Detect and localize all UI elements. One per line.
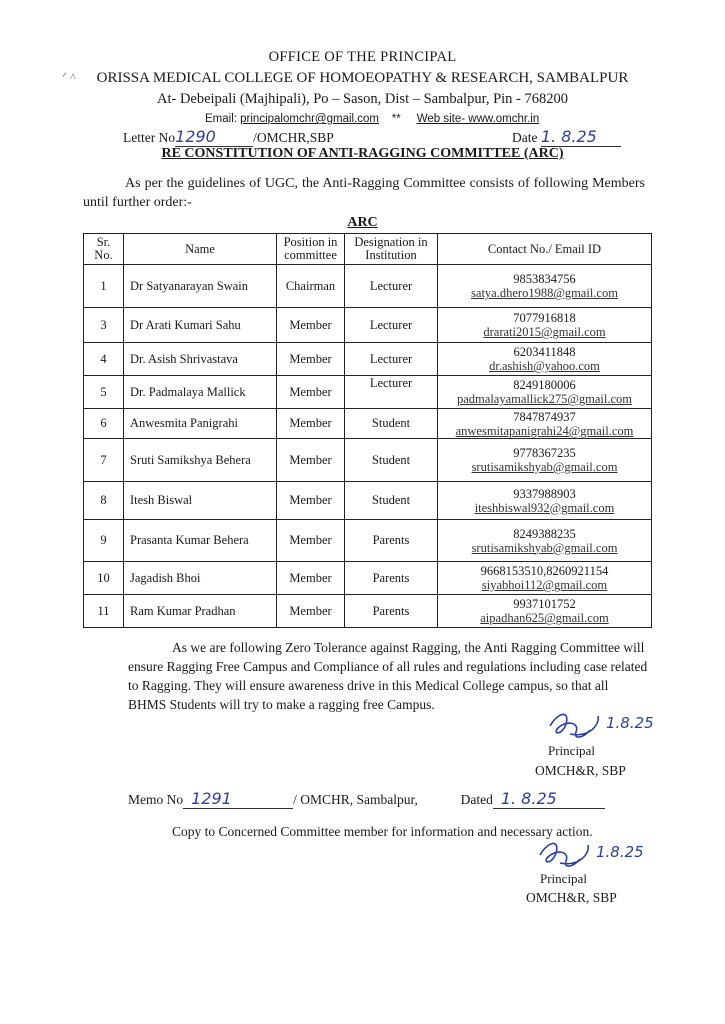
contact-cell xyxy=(438,308,652,343)
phone-number: 8249180006 xyxy=(513,378,576,392)
contact-cell xyxy=(438,520,652,562)
position-cell: Member xyxy=(277,520,345,562)
email-link[interactable]: principalomchr@gmail.com xyxy=(240,113,380,125)
letter-number-field xyxy=(175,127,253,147)
memo-number-field xyxy=(183,789,293,809)
table-row xyxy=(84,376,652,409)
memo-date-field xyxy=(493,789,605,809)
phone-number: 9853834756 xyxy=(513,272,576,286)
table-caption: ARC xyxy=(347,215,378,230)
sr-cell: 8 xyxy=(84,482,124,520)
header-contact: Contact No./ Email ID xyxy=(438,234,652,265)
header-name: Name xyxy=(124,234,277,265)
sr-cell: 11 xyxy=(84,595,124,628)
name-cell: Jagadish Bhoi xyxy=(124,562,277,595)
phone-number: 9937101752 xyxy=(513,597,576,611)
email-address[interactable]: aipadhan625@gmail.com xyxy=(480,611,609,625)
contact-cell xyxy=(438,562,652,595)
phone-number: 7077916818 xyxy=(513,311,576,325)
contact-cell xyxy=(438,376,652,409)
sr-cell: 1 xyxy=(84,265,124,308)
principal-org-1: OMCH&R, SBP xyxy=(535,763,626,778)
designation-cell: Student xyxy=(345,439,438,482)
table-header-row xyxy=(84,234,652,265)
name-cell: Dr. Padmalaya Mallick xyxy=(124,376,277,409)
date-label: Date xyxy=(512,130,538,145)
phone-number: 7847874937 xyxy=(513,409,576,424)
signature-date-2: 1.8.25 xyxy=(596,843,644,861)
sr-cell: 9 xyxy=(84,520,124,562)
designation-cell: Lecturer xyxy=(345,308,438,343)
body-text: As we are following Zero Tolerance against Ragging, the Anti Ragging Committee will ensure Ragging Free Campus and Compliance of all rules and regulations including case related to Ragging. They will ensure awareness drive in this Medical College campus, so that all BHMS Students will try to make a ragging free Campus. xyxy=(128,640,648,712)
office-heading: OFFICE OF THE PRINCIPAL xyxy=(268,49,457,65)
separator: ** xyxy=(391,113,401,125)
email-address[interactable]: srutisamikshyab@gmail.com xyxy=(471,460,618,474)
intro-paragraph xyxy=(83,174,645,212)
contact-line xyxy=(205,113,539,125)
contact-cell xyxy=(438,595,652,628)
name-cell: Ram Kumar Pradhan xyxy=(124,595,277,628)
document-title: RE CONSTITUTION OF ANTI-RAGGING COMMITTEE (ARC) xyxy=(161,146,564,161)
scan-mark: ᐟ ^ xyxy=(62,70,76,84)
sr-cell: 4 xyxy=(84,343,124,376)
designation-cell: Lecturer xyxy=(345,265,438,308)
principal-title-1: Principal xyxy=(548,743,595,758)
principal-title-2: Principal xyxy=(540,871,587,886)
name-cell: Prasanta Kumar Behera xyxy=(124,520,277,562)
email-address[interactable]: drarati2015@gmail.com xyxy=(483,325,606,339)
position-cell: Member xyxy=(277,376,345,409)
position-cell: Member xyxy=(277,439,345,482)
phone-number: 9778367235 xyxy=(513,446,576,460)
designation-cell: Lecturer xyxy=(345,343,438,376)
designation-cell: Parents xyxy=(345,520,438,562)
website-label: Web site xyxy=(416,113,462,125)
table-row xyxy=(84,595,652,628)
email-address[interactable]: siyabhoi112@gmail.com xyxy=(481,578,608,592)
email-address[interactable]: padmalayamallick275@gmail.com xyxy=(457,392,632,406)
position-cell: Member xyxy=(277,343,345,376)
phone-number: 9668153510,8260921154 xyxy=(480,564,609,578)
signature-date-1: 1.8.25 xyxy=(606,714,654,732)
contact-cell xyxy=(438,265,652,308)
table-row xyxy=(84,482,652,520)
letter-number-row xyxy=(123,127,643,147)
designation-cell: Student xyxy=(345,409,438,439)
contact-cell xyxy=(438,439,652,482)
intro-text: As per the guidelines of UGC, the Anti-Ragging Committee consists of following Members until further order:- xyxy=(83,176,645,210)
name-cell: Anwesmita Panigrahi xyxy=(124,409,277,439)
memo-number: 1291 xyxy=(191,789,232,808)
memo-date: 1. 8.25 xyxy=(500,789,557,808)
body-paragraph xyxy=(128,638,648,714)
email-address[interactable]: satya.dhero1988@gmail.com xyxy=(471,286,618,300)
designation-cell: Parents xyxy=(345,595,438,628)
position-cell: Chairman xyxy=(277,265,345,308)
designation-cell: Parents xyxy=(345,562,438,595)
table-row xyxy=(84,343,652,376)
letter-prefix: Letter No xyxy=(123,130,176,145)
position-cell: Member xyxy=(277,562,345,595)
sr-cell: 7 xyxy=(84,439,124,482)
sr-cell: 3 xyxy=(84,308,124,343)
memo-date-label: Dated xyxy=(460,792,493,807)
memo-row xyxy=(128,789,638,809)
table-row xyxy=(84,308,652,343)
position-cell: Member xyxy=(277,482,345,520)
copy-to-text: Copy to Concerned Committee member for information and necessary action. xyxy=(172,824,593,839)
table-row xyxy=(84,409,652,439)
header-sr: Sr. No. xyxy=(84,234,124,265)
contact-cell xyxy=(438,343,652,376)
email-address[interactable]: srutisamikshyab@gmail.com xyxy=(471,540,618,555)
designation-cell: Student xyxy=(345,482,438,520)
contact-cell xyxy=(438,482,652,520)
email-address[interactable]: anwesmitapanigrahi24@gmail.com xyxy=(455,423,634,438)
sr-cell: 5 xyxy=(84,376,124,409)
phone-number: 6203411848 xyxy=(513,345,576,359)
phone-number: 8249388235 xyxy=(513,526,576,541)
website-link[interactable]: - www.omchr.in xyxy=(461,113,540,125)
designation-cell: Lecturer xyxy=(345,376,438,409)
name-cell: Dr Satyanarayan Swain xyxy=(124,265,277,308)
table-row xyxy=(84,265,652,308)
email-address[interactable]: dr.ashish@yahoo.com xyxy=(489,359,600,373)
phone-number: 9337988903 xyxy=(513,486,576,501)
contact-cell xyxy=(438,409,652,439)
name-cell: Itesh Biswal xyxy=(124,482,277,520)
table-row xyxy=(84,562,652,595)
date-field xyxy=(541,127,621,147)
header-position: Position in committee xyxy=(277,234,345,265)
position-cell: Member xyxy=(277,595,345,628)
college-address: At- Debeipali (Majhipali), Po – Sason, Dist – Sambalpur, Pin - 768200 xyxy=(156,91,569,107)
sr-cell: 6 xyxy=(84,409,124,439)
email-label: Email: xyxy=(205,113,241,125)
letter-date: 1. 8.25 xyxy=(540,127,597,146)
letter-number: 1290 xyxy=(175,127,216,146)
sr-cell: 10 xyxy=(84,562,124,595)
letter-suffix: /OMCHR,SBP xyxy=(253,130,334,145)
position-cell: Member xyxy=(277,409,345,439)
memo-suffix: / OMCHR, Sambalpur, xyxy=(293,792,418,807)
committee-table xyxy=(83,233,652,628)
name-cell: Sruti Samikshya Behera xyxy=(124,439,277,482)
table-row xyxy=(84,439,652,482)
principal-org-2: OMCH&R, SBP xyxy=(526,890,617,905)
header-designation: Designation in Institution xyxy=(345,234,438,265)
college-name: ORISSA MEDICAL COLLEGE OF HOMOEOPATHY & RESEARCH, SAMBALPUR xyxy=(96,70,629,86)
email-address[interactable]: iteshbiswal932@gmail.com xyxy=(474,500,615,515)
name-cell: Dr Arati Kumari Sahu xyxy=(124,308,277,343)
memo-prefix: Memo No xyxy=(128,792,184,807)
name-cell: Dr. Asish Shrivastava xyxy=(124,343,277,376)
table-row xyxy=(84,520,652,562)
position-cell: Member xyxy=(277,308,345,343)
